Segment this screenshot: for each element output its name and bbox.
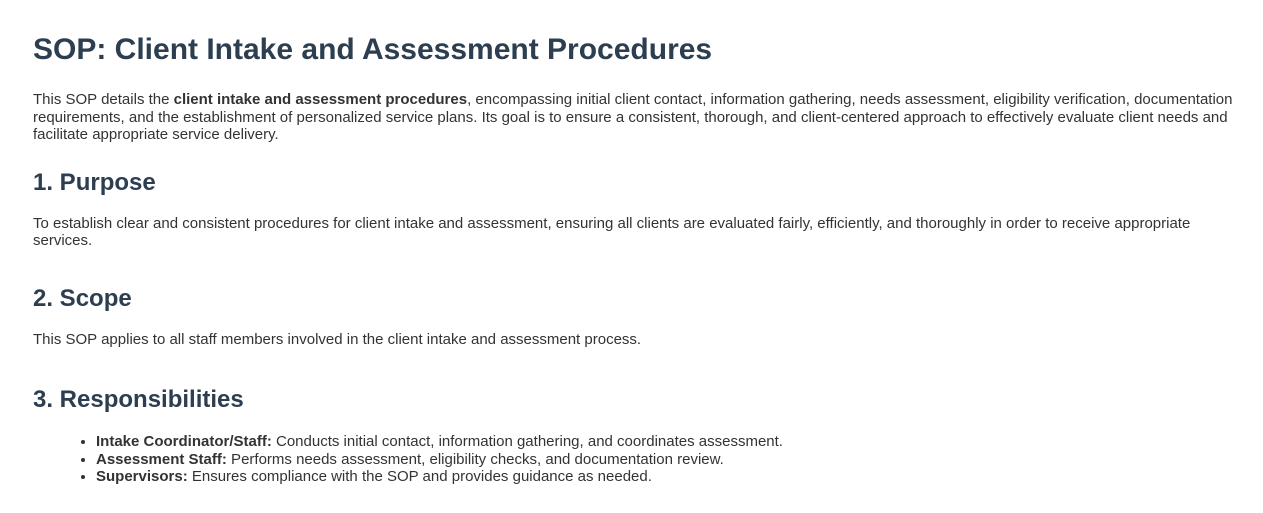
section-responsibilities [33,387,1233,486]
responsibilities-heading: 3. Responsibilities [33,385,244,413]
purpose-heading: 1. Purpose [33,168,156,196]
section-purpose [33,170,1233,250]
scope-heading: 2. Scope [33,284,132,312]
list-item-label: Assessment Staff: [96,450,227,468]
section-scope [33,286,1233,349]
list-item-label: Intake Coordinator/Staff: [96,433,272,451]
list-item [96,433,1233,451]
purpose-paragraph: To establish clear and consistent procedures for client intake and assessment, ensuring all clients are evaluated fairly, efficiently, and thoroughly in order to receive appropriate services. [33,214,1191,250]
responsibilities-list [33,433,1233,486]
list-item-text: Performs needs assessment, eligibility checks, and documentation review. [226,450,724,468]
list-item [96,468,1233,486]
list-item-text: Conducts initial contact, information gathering, and coordinates assessment. [271,433,783,451]
intro-text-prefix: This SOP details the [33,91,174,108]
intro-text-bold: client intake and assessment procedures [173,91,468,108]
list-item-text: Ensures compliance with the SOP and provides guidance as needed. [187,468,652,486]
document-title: SOP: Client Intake and Assessment Procedures [33,33,713,66]
scope-paragraph: This SOP applies to all staff members involved in the client intake and assessment process. [33,331,642,349]
list-item-label: Supervisors: [96,468,188,486]
intro-text-suffix: , encompassing initial client contact, information gathering, needs assessment, eligibility verification, documentation requirements, and the establishment of personalized service plans. Its goal is to ensure a consistent, thorough, and client-centered approach to effectively evaluate client needs and facilitate appropriate service delivery. [33,91,1233,143]
intro-paragraph [33,91,1233,144]
list-item [96,451,1233,469]
